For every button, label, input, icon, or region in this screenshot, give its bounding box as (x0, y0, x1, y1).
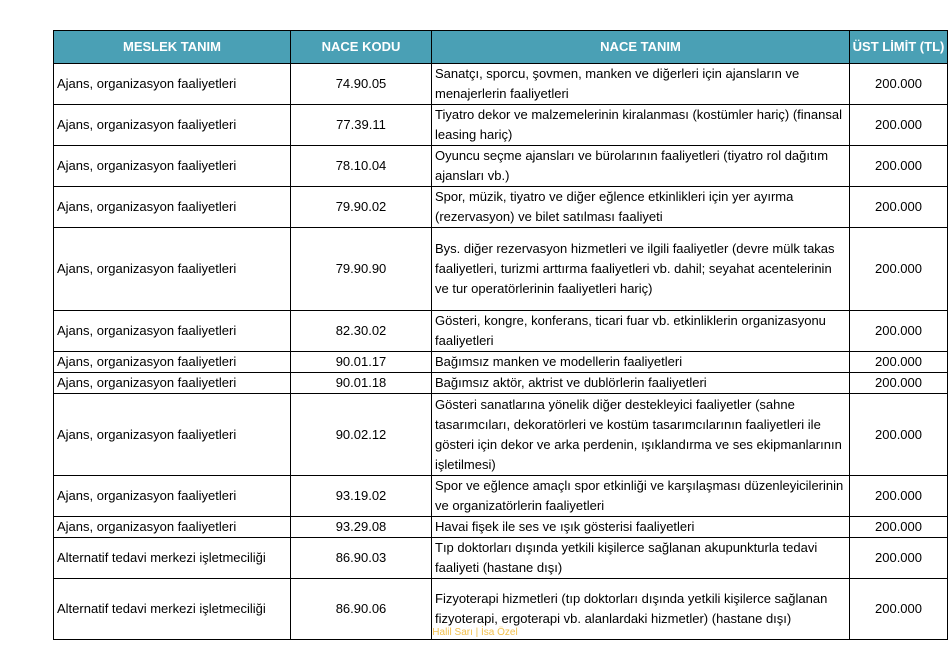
cell-limit: 200.000 (850, 187, 948, 228)
table-row (54, 64, 948, 105)
table-row (54, 228, 948, 311)
cell-meslek: Ajans, organizasyon faaliyetleri (54, 105, 291, 146)
cell-kod: 90.02.12 (291, 394, 432, 476)
cell-kod: 77.39.11 (291, 105, 432, 146)
table-row (54, 394, 948, 476)
cell-meslek: Ajans, organizasyon faaliyetleri (54, 187, 291, 228)
cell-meslek: Alternatif tedavi merkezi işletmeciliği (54, 538, 291, 579)
header-meslek: MESLEK TANIM (54, 31, 291, 64)
cell-tanim: Havai fişek ile ses ve ışık gösterisi faaliyetleri (432, 517, 850, 538)
cell-kod: 79.90.90 (291, 228, 432, 311)
table-row (54, 146, 948, 187)
table-body (54, 64, 948, 640)
cell-meslek: Ajans, organizasyon faaliyetleri (54, 228, 291, 311)
nace-limit-table (53, 30, 948, 640)
cell-tanim: Sanatçı, sporcu, şovmen, manken ve diğerleri için ajansların ve menajerlerin faaliyetleri (432, 64, 850, 105)
cell-tanim: Bağımsız manken ve modellerin faaliyetleri (432, 352, 850, 373)
table-row (54, 517, 948, 538)
table-header (54, 31, 948, 64)
cell-tanim: Fizyoterapi hizmetleri (tıp doktorları dışında yetkili kişilerce sağlanan fizyoterapi, ergoterapi vb. alanlardaki hizmetler) (hastane dışı) (432, 579, 850, 640)
cell-meslek: Ajans, organizasyon faaliyetleri (54, 64, 291, 105)
cell-kod: 93.19.02 (291, 476, 432, 517)
header-row (54, 31, 948, 64)
cell-kod: 93.29.08 (291, 517, 432, 538)
cell-limit: 200.000 (850, 352, 948, 373)
cell-meslek: Ajans, organizasyon faaliyetleri (54, 394, 291, 476)
table-row (54, 373, 948, 394)
cell-limit: 200.000 (850, 228, 948, 311)
cell-kod: 74.90.05 (291, 64, 432, 105)
cell-limit: 200.000 (850, 64, 948, 105)
table-row (54, 476, 948, 517)
cell-kod: 82.30.02 (291, 311, 432, 352)
cell-limit: 200.000 (850, 579, 948, 640)
cell-tanim: Bys. diğer rezervasyon hizmetleri ve ilgili faaliyetler (devre mülk takas faaliyetleri, turizmi arttırma faaliyetleri vb. dahil; seyahat acentelerinin ve tur operatörlerinin faaliyetleri hariç) (432, 228, 850, 311)
cell-kod: 78.10.04 (291, 146, 432, 187)
cell-tanim: Bağımsız aktör, aktrist ve dublörlerin faaliyetleri (432, 373, 850, 394)
header-limit: ÜST LİMİT (TL) (850, 31, 948, 64)
cell-limit: 200.000 (850, 373, 948, 394)
cell-meslek: Ajans, organizasyon faaliyetleri (54, 517, 291, 538)
cell-limit: 200.000 (850, 146, 948, 187)
cell-tanim: Tıp doktorları dışında yetkili kişilerce sağlanan akupunkturla tedavi faaliyeti (hastane dışı) (432, 538, 850, 579)
table-row (54, 187, 948, 228)
cell-tanim: Gösteri, kongre, konferans, ticari fuar vb. etkinliklerin organizasyonu faaliyetleri (432, 311, 850, 352)
table-row (54, 538, 948, 579)
cell-tanim: Oyuncu seçme ajansları ve bürolarının faaliyetleri (tiyatro rol dağıtım ajansları vb.) (432, 146, 850, 187)
header-tanim: NACE TANIM (432, 31, 850, 64)
cell-meslek: Ajans, organizasyon faaliyetleri (54, 352, 291, 373)
cell-limit: 200.000 (850, 394, 948, 476)
footer-note: Halil Sarı | İsa Özel (432, 627, 518, 638)
header-kod: NACE KODU (291, 31, 432, 64)
cell-limit: 200.000 (850, 311, 948, 352)
cell-limit: 200.000 (850, 517, 948, 538)
table-row (54, 311, 948, 352)
cell-tanim: Spor, müzik, tiyatro ve diğer eğlence etkinlikleri için yer ayırma (rezervasyon) ve bilet satılması faaliyeti (432, 187, 850, 228)
cell-kod: 79.90.02 (291, 187, 432, 228)
table-row (54, 352, 948, 373)
cell-kod: 90.01.18 (291, 373, 432, 394)
cell-meslek: Ajans, organizasyon faaliyetleri (54, 311, 291, 352)
cell-limit: 200.000 (850, 538, 948, 579)
cell-meslek: Alternatif tedavi merkezi işletmeciliği (54, 579, 291, 640)
cell-kod: 86.90.06 (291, 579, 432, 640)
cell-limit: 200.000 (850, 476, 948, 517)
cell-kod: 90.01.17 (291, 352, 432, 373)
cell-kod: 86.90.03 (291, 538, 432, 579)
table-row (54, 105, 948, 146)
cell-meslek: Ajans, organizasyon faaliyetleri (54, 373, 291, 394)
cell-tanim: Spor ve eğlence amaçlı spor etkinliği ve karşılaşması düzenleyicilerinin ve organizatörlerin faaliyetleri (432, 476, 850, 517)
cell-meslek: Ajans, organizasyon faaliyetleri (54, 146, 291, 187)
cell-meslek: Ajans, organizasyon faaliyetleri (54, 476, 291, 517)
cell-tanim: Gösteri sanatlarına yönelik diğer destekleyici faaliyetler (sahne tasarımcıları, dekoratörleri ve kostüm tasarımcılarının faaliyetleri ile gösteri için dekor ve arka perdenin, ışıklandırma ve ses ekipmanlarının işletilmesi) (432, 394, 850, 476)
cell-limit: 200.000 (850, 105, 948, 146)
cell-tanim: Tiyatro dekor ve malzemelerinin kiralanması (kostümler hariç) (finansal leasing hariç) (432, 105, 850, 146)
